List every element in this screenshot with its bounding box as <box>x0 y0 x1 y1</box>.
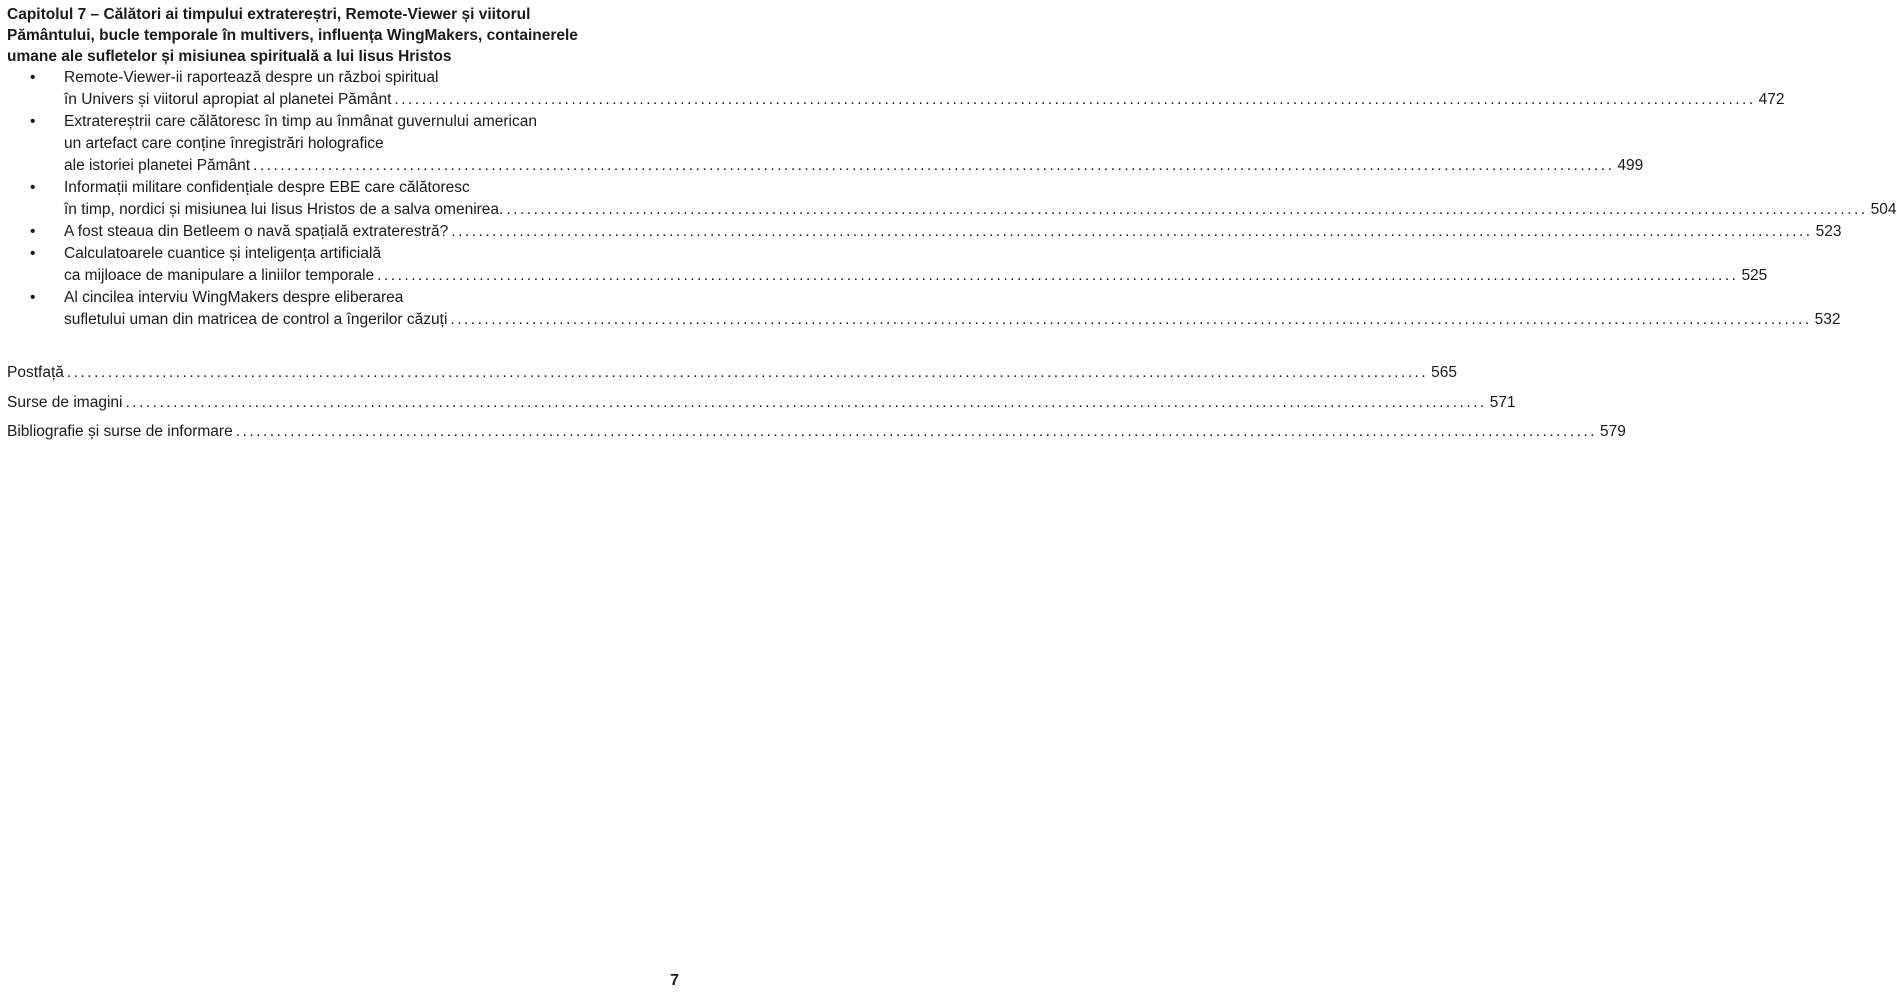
dot-leader: ........................................................................................................................................................................................................ <box>451 223 1813 240</box>
back-matter-title: Surse de imagini <box>7 393 123 411</box>
toc-entry-text: Remote-Viewer-ii raportează despre un război spiritual <box>64 69 439 86</box>
dot-leader: ........................................................................................................................................................................................................ <box>450 311 1812 328</box>
toc-entry-text: un artefact care conține înregistrări holografice <box>64 135 384 152</box>
toc-entry-text: Informații militare confidențiale despre EBE care călătoresc <box>64 179 470 196</box>
table-of-contents <box>7 4 1897 447</box>
page-number: 7 <box>670 972 679 989</box>
toc-entry-page: 523 <box>1815 223 1842 240</box>
bullet-icon: • <box>30 245 36 262</box>
bullet-icon: • <box>30 69 36 86</box>
toc-entry[interactable] <box>7 243 1768 287</box>
toc-entry-text: A fost steaua din Betleem o navă spațială extraterestră? <box>64 223 449 240</box>
dot-leader: ........................................................................................................................................................................................................ <box>125 393 1487 411</box>
toc-entry-text: sufletului uman din matricea de control a îngerilor căzuți <box>64 311 448 328</box>
back-matter-list <box>7 358 1626 447</box>
toc-entry[interactable] <box>7 67 1785 111</box>
toc-entry-page: 525 <box>1741 267 1768 284</box>
toc-entry-page: 504 <box>1870 201 1897 218</box>
back-matter-title: Postfață <box>7 364 64 381</box>
dot-leader: ........................................................................................................................................................................................................ <box>253 157 1615 174</box>
toc-entry-text: Calculatoarele cuantice și inteligența artificială <box>64 245 382 262</box>
chapter-title-line: Capitolul 7 – Călători ai timpului extratereștri, Remote-Viewer și viitorul <box>7 6 531 23</box>
toc-entry-text: în timp, nordici și misiunea lui Iisus Hristos de a salva omenirea. <box>64 201 504 218</box>
toc-entry[interactable] <box>7 221 1842 243</box>
bullet-icon: • <box>30 289 36 306</box>
toc-entry-text: în Univers și viitorul apropiat al planetei Pământ <box>64 91 392 108</box>
toc-entry[interactable] <box>7 111 1644 177</box>
bullet-icon: • <box>30 179 36 196</box>
chapter-title-line: Pământului, bucle temporale în multivers, influența WingMakers, containerele <box>7 27 578 44</box>
back-matter-page: 579 <box>1600 423 1626 440</box>
dot-leader: ........................................................................................................................................................................................................ <box>377 267 1739 284</box>
dot-leader: ........................................................................................................................................................................................................ <box>394 91 1756 108</box>
toc-entry-text: ale istoriei planetei Pământ <box>64 157 251 174</box>
dot-leader: ........................................................................................................................................................................................................ <box>66 364 1429 381</box>
toc-entry-page: 472 <box>1758 91 1785 108</box>
back-matter-entry[interactable] <box>7 417 1626 447</box>
chapter-title <box>7 4 672 67</box>
toc-entry[interactable] <box>7 287 1841 331</box>
toc-entry-page: 532 <box>1814 311 1841 328</box>
toc-entry-text: Extratereștrii care călătoresc în timp au înmânat guvernului american <box>64 113 537 130</box>
toc-entry[interactable] <box>7 177 1897 221</box>
back-matter-title: Bibliografie și surse de informare <box>7 423 233 440</box>
back-matter-page: 565 <box>1431 364 1458 381</box>
toc-entry-text: ca mijloace de manipulare a liniilor temporale <box>64 267 375 284</box>
toc-entry-text: Al cincilea interviu WingMakers despre eliberarea <box>64 289 404 306</box>
dot-leader: ........................................................................................................................................................................................................ <box>506 201 1868 218</box>
section-list <box>7 67 1897 331</box>
back-matter-entry[interactable] <box>7 388 1516 418</box>
bullet-icon: • <box>30 113 36 130</box>
back-matter-page: 571 <box>1489 393 1516 411</box>
toc-entry-page: 499 <box>1617 157 1644 174</box>
bullet-icon: • <box>30 223 36 240</box>
dot-leader: ........................................................................................................................................................................................................ <box>235 423 1597 440</box>
back-matter-entry[interactable] <box>7 358 1458 388</box>
chapter-title-line: umane ale sufletelor și misiunea spirituală a lui Iisus Hristos <box>7 48 452 65</box>
